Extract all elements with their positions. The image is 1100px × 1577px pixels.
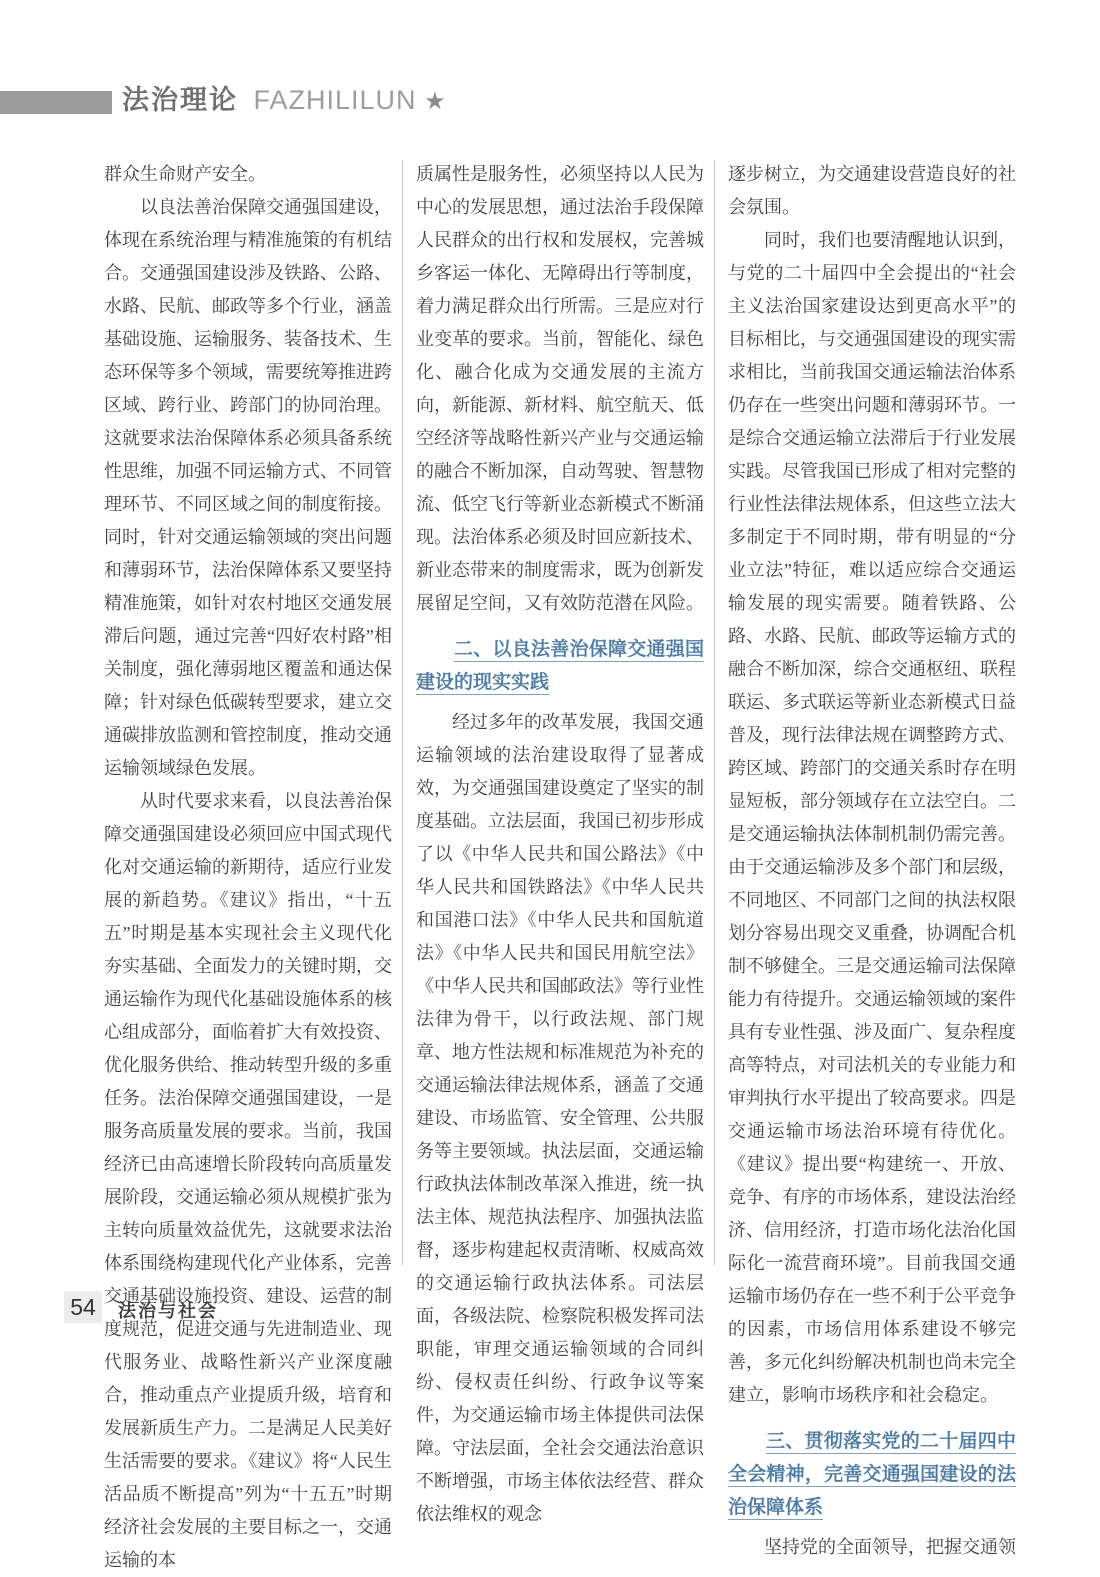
body-paragraph: 坚持党的全面领导，把握交通领 [764, 1537, 1016, 1557]
section-heading: 三、贯彻落实党的二十届四中全会精神，完善交通强国建设的法治保障体系 [728, 1431, 1016, 1518]
body-paragraph: 质属性是服务性，必须坚持以人民为中心的发展思想，通过法治手段保障人民群众的出行权和发展权，完善城乡客运一体化、无障碍出行等制度，着力满足群众出行所需。三是应对行业变革的要求。当前，智能化、绿色化、融合化成为交通发展的主流方向，新能源、新材料、航空航天、低空经济等战略性新兴产业与交通运输的融合不断加深，自动驾驶、智慧物流、低空飞行等新业态新模式不断涌现。法治体系必须及时回应新技术、新业态带来的制度需求，既为创新发展留足空间，又有效防范潜在风险。 [416, 164, 704, 613]
journal-name: 法治与社会 [118, 1301, 218, 1321]
section-title-chinese: 法治理论 [122, 85, 238, 115]
section-title-pinyin: FAZHILILUN [253, 85, 417, 115]
body-paragraph: 同时，我们也要清醒地认识到，与党的二十届四中全会提出的“社会主义法治国家建设达到更高水平”的目标相比，与交通强国建设的现实需求相比，当前我国交通运输法治体系仍存在一些突出问题和薄弱环节。一是综合交通运输立法滞后于行业发展实践。尽管我国已形成了相对完整的行业性法律法规体系，但这些立法大多制定于不同时期，带有明显的“分业立法”特征，难以适应综合交通运输发展的现实需要。随着铁路、公路、水路、民航、邮政等运输方式的融合不断加深，综合交通枢纽、联程联运、多式联运等新业态新模式日益普及，现行法律法规在调整跨方式、跨区域、跨部门的交通关系时存在明显短板，部分领域存在立法空白。二是交通运输执法体制机制仍需完善。由于交通运输涉及多个部门和层级，不同地区、不同部门之间的执法权限划分容易出现交叉重叠，协调配合机制不够健全。三是交通运输司法保障能力有待提升。交通运输领域的案件具有专业性强、涉及面广、复杂程度高等特点，对司法机关的专业能力和审判执行水平提出了较高要求。四是交通运输市场法治环境有待优化。《建议》提出要“构建统一、开放、竞争、有序的市场体系，建设法治经济、信用经济，打造市场化法治化国际化一流营商环境”。目前我国交通运输市场仍存在一些不利于公平竞争的因素，市场信用体系建设不够完善，多元化纠纷解决机制也尚未完全建立，影响市场秩序和社会稳定。 [728, 230, 1016, 1405]
section-heading: 二、以良法善治保障交通强国建设的现实实践 [416, 639, 704, 693]
star-icon: ★ [424, 88, 446, 115]
body-paragraph: 逐步树立，为交通建设营造良好的社会氛围。 [728, 164, 1016, 217]
column-rule [714, 160, 715, 1265]
body-paragraph: 从时代要求来看，以良法善治保障交通强国建设必须回应中国式现代化对交通运输的新期待，适应行业发展的新趋势。《建议》指出，“十五五”时期是基本实现社会主义现代化夯实基础、全面发力的关键时期，交通运输作为现代化基础设施体系的核心组成部分，面临着扩大有效投资、优化服务供给、推动转型升级的多重任务。法治保障交通强国建设，一是服务高质量发展的要求。当前，我国经济已由高速增长阶段转向高质量发展阶段，交通运输必须从规模扩张为主转向质量效益优先，这就要求法治体系围绕构建现代化产业体系，完善交通基础设施投资、建设、运营的制度规范，促进交通与先进制造业、现代服务业、战略性新兴产业深度融合，推动重点产业提质升级，培育和发展新质生产力。二是满足人民美好生活需要的要求。《建议》将“人民生活品质不断提高”列为“十五五”时期经济社会发展的主要目标之一，交通运输的本 [104, 791, 392, 1570]
text-column-3 [728, 158, 1016, 1564]
page-number: 54 [64, 1291, 102, 1323]
body-paragraph: 群众生命财产安全。 [104, 164, 266, 184]
page-footer [0, 1289, 1100, 1329]
column-rule [402, 160, 403, 1265]
section-header [122, 80, 446, 122]
body-paragraph: 经过多年的改革发展，我国交通运输领域的法治建设取得了显著成效，为交通强国建设奠定了坚实的制度基础。立法层面，我国已初步形成了以《中华人民共和国公路法》《中华人民共和国铁路法》《中华人民共和国港口法》《中华人民共和国航道法》《中华人民共和国民用航空法》《中华人民共和国邮政法》等行业性法律为骨干，以行政法规、部门规章、地方性法规和标准规范为补充的交通运输法律法规体系，涵盖了交通建设、市场监管、安全管理、公共服务等主要领域。执法层面，交通运输行政执法体制改革深入推进，统一执法主体、规范执法程序、加强执法监督，逐步构建起权责清晰、权威高效的交通运输行政执法体系。司法层面，各级法院、检察院积极发挥司法职能，审理交通运输领域的合同纠纷、侵权责任纠纷、行政争议等案件，为交通运输市场主体提供司法保障。守法层面，全社会交通法治意识不断增强，市场主体依法经营、群众依法维权的观念 [416, 712, 704, 1524]
body-paragraph: 以良法善治保障交通强国建设，体现在系统治理与精准施策的有机结合。交通强国建设涉及铁路、公路、水路、民航、邮政等多个行业，涵盖基础设施、运输服务、装备技术、生态环保等多个领域，需要统筹推进跨区域、跨行业、跨部门的协同治理。这就要求法治保障体系必须具备系统性思维，加强不同运输方式、不同管理环节、不同区域之间的制度衔接。同时，针对交通运输领域的突出问题和薄弱环节，法治保障体系又要坚持精准施策，如针对农村地区交通发展滞后问题，通过完善“四好农村路”相关制度，强化薄弱地区覆盖和通达保障；针对绿色低碳转型要求，建立交通碳排放监测和管控制度，推动交通运输领域绿色发展。 [104, 197, 392, 778]
header-accent-bar [0, 91, 112, 114]
text-column-1 [104, 158, 392, 1577]
